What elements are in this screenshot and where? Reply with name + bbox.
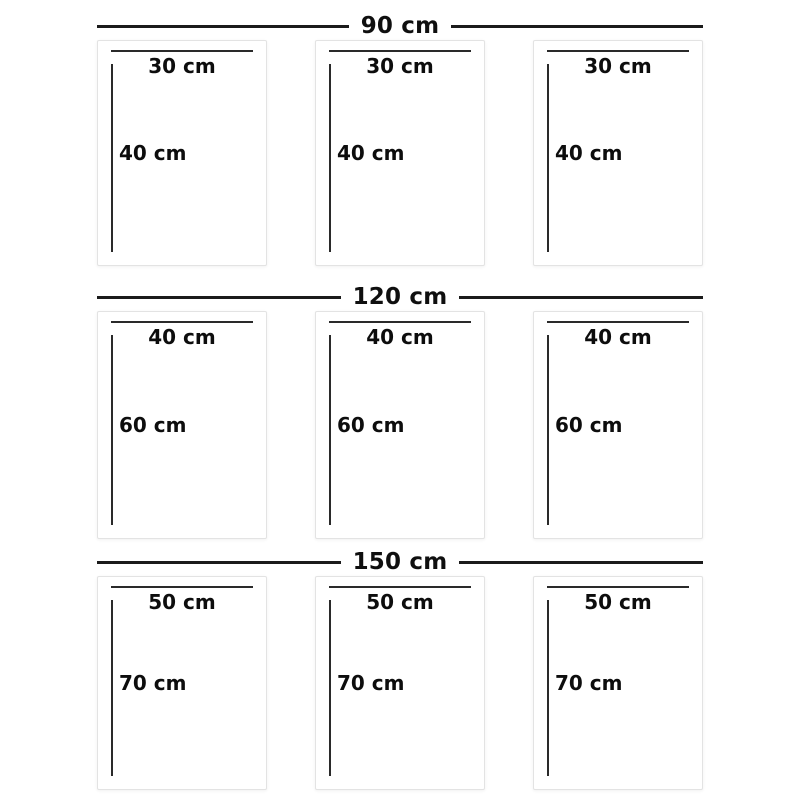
frame-card (533, 576, 703, 790)
frame-height-dimension-line (329, 64, 331, 252)
frame-height-label: 70 cm (337, 671, 405, 695)
total-width-dimension (97, 12, 703, 40)
dimension-line-left (97, 25, 349, 28)
dimension-line-right (459, 561, 703, 564)
frame-height-label: 40 cm (119, 141, 187, 165)
size-group-90cm (97, 12, 703, 266)
diagram-content (97, 0, 703, 790)
frame-height-label: 60 cm (119, 413, 187, 437)
frame-width-label: 40 cm (584, 325, 652, 349)
frame-width-dimension-line (111, 50, 253, 52)
frame-width-label: 30 cm (148, 54, 216, 78)
total-width-label: 150 cm (352, 549, 448, 575)
frame-card (533, 40, 703, 266)
total-width-dimension (97, 283, 703, 311)
frame-height-dimension-line (111, 64, 113, 252)
size-group-120cm (97, 283, 703, 539)
frame-height-label: 70 cm (119, 671, 187, 695)
frame-card (533, 311, 703, 539)
frame-height-label: 40 cm (337, 141, 405, 165)
frame-width-label: 30 cm (584, 54, 652, 78)
frame-width-label: 50 cm (148, 590, 216, 614)
frame-width-dimension-line (329, 321, 471, 323)
frame-card (97, 40, 267, 266)
frame-width-label: 50 cm (584, 590, 652, 614)
total-width-label: 120 cm (352, 284, 448, 310)
frame-card (315, 40, 485, 266)
frames-row (97, 576, 703, 790)
frame-width-label: 30 cm (366, 54, 434, 78)
dimension-line-right (451, 25, 703, 28)
frame-width-dimension-line (547, 50, 689, 52)
frame-height-dimension-line (329, 335, 331, 525)
frame-height-dimension-line (111, 600, 113, 776)
frame-width-label: 50 cm (366, 590, 434, 614)
frame-height-label: 60 cm (555, 413, 623, 437)
frame-height-dimension-line (547, 64, 549, 252)
frame-height-label: 70 cm (555, 671, 623, 695)
total-width-label: 90 cm (360, 13, 440, 39)
frame-width-dimension-line (329, 586, 471, 588)
frame-height-label: 60 cm (337, 413, 405, 437)
frame-width-dimension-line (111, 586, 253, 588)
dimension-line-right (459, 296, 703, 299)
frame-width-dimension-line (547, 321, 689, 323)
frame-height-dimension-line (329, 600, 331, 776)
frame-width-dimension-line (547, 586, 689, 588)
frame-height-dimension-line (547, 600, 549, 776)
frame-card (97, 311, 267, 539)
frame-card (97, 576, 267, 790)
frame-width-dimension-line (111, 321, 253, 323)
frame-height-label: 40 cm (555, 141, 623, 165)
frames-row (97, 311, 703, 539)
frame-width-dimension-line (329, 50, 471, 52)
total-width-dimension (97, 548, 703, 576)
frames-row (97, 40, 703, 266)
frame-card (315, 576, 485, 790)
frame-width-label: 40 cm (366, 325, 434, 349)
size-group-150cm (97, 548, 703, 790)
dimension-line-left (97, 296, 341, 299)
frame-height-dimension-line (547, 335, 549, 525)
frame-height-dimension-line (111, 335, 113, 525)
dimension-line-left (97, 561, 341, 564)
frame-card (315, 311, 485, 539)
frame-width-label: 40 cm (148, 325, 216, 349)
